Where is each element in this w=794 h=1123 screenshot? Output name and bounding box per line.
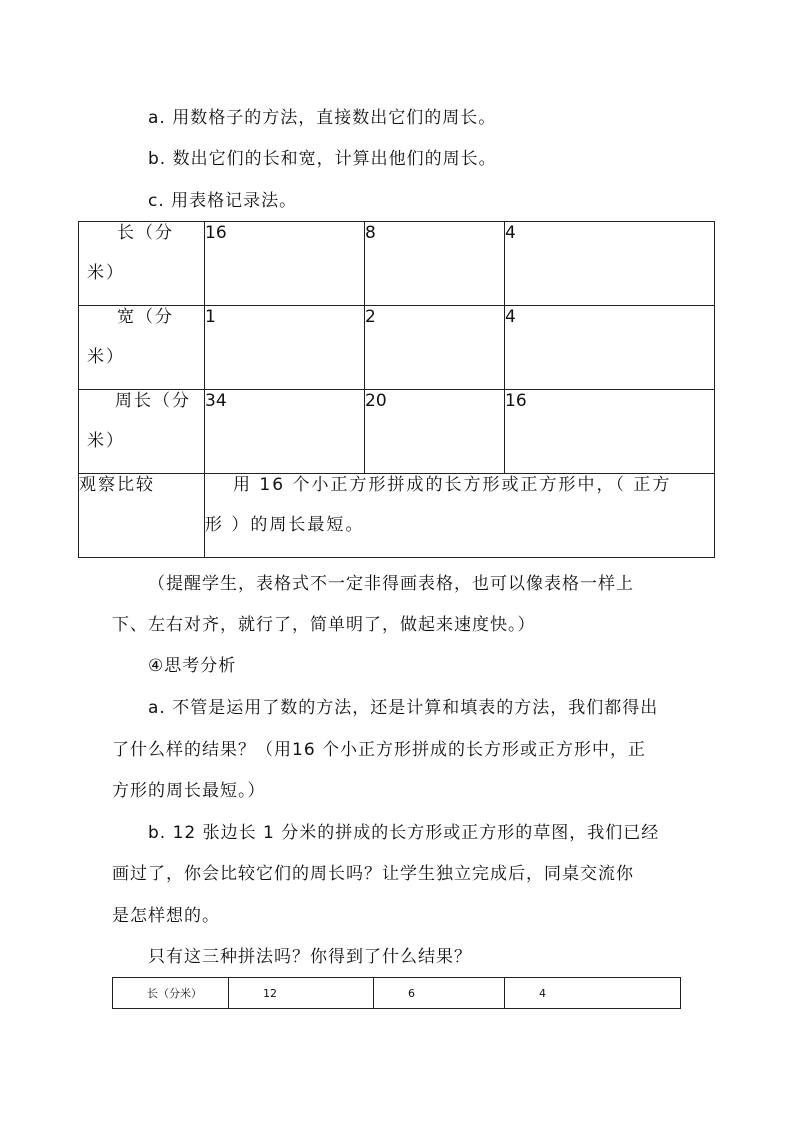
intro-a: a. 用数格子的方法，直接数出它们的周长。 bbox=[148, 108, 497, 128]
length-table bbox=[112, 977, 681, 1009]
table-row bbox=[79, 306, 715, 390]
para-b-3: 是怎样想的。 bbox=[112, 906, 220, 926]
table-row bbox=[79, 474, 715, 558]
cell: 8 bbox=[365, 222, 505, 306]
cell: 16 bbox=[205, 222, 365, 306]
intro-c: c. 用表格记录法。 bbox=[148, 191, 298, 211]
table-row bbox=[79, 390, 715, 474]
cell: 2 bbox=[365, 306, 505, 390]
para-a-3: 方形的周长最短。） bbox=[112, 781, 266, 801]
table-row bbox=[79, 222, 715, 306]
cell: 6 bbox=[374, 978, 505, 1009]
cell: 34 bbox=[205, 390, 365, 474]
cell: 1 bbox=[205, 306, 365, 390]
cell: 4 bbox=[505, 222, 715, 306]
cell: 12 bbox=[229, 978, 374, 1009]
row-header-length: 长（分 米） bbox=[79, 222, 205, 306]
remind-line-1: （提醒学生，表格式不一定非得画表格，也可以像表格一样上 bbox=[148, 574, 634, 594]
intro-b: b. 数出它们的长和宽，计算出他们的周长。 bbox=[148, 149, 497, 169]
remind-line-2: 下、左右对齐，就行了，简单明了，做起来速度快。） bbox=[112, 615, 536, 635]
para-a-2: 了什么样的结果？（用16 个小正方形拼成的长方形或正方形中，正 bbox=[112, 740, 647, 760]
row-header-perimeter: 周长（分 米） bbox=[79, 390, 205, 474]
table-row bbox=[113, 978, 681, 1009]
para-a-1: a. 不管是运用了数的方法，还是计算和填表的方法，我们都得出 bbox=[148, 698, 659, 718]
para-b-2: 画过了，你会比较它们的周长吗？让学生独立完成后，同桌交流你 bbox=[112, 864, 634, 884]
section-title: ④思考分析 bbox=[148, 656, 237, 676]
row-header-length: 长（分米） bbox=[113, 978, 229, 1009]
para-b-1: b. 12 张边长 1 分米的拼成的长方形或正方形的草图，我们已经 bbox=[148, 823, 660, 843]
cell: 4 bbox=[505, 306, 715, 390]
row-header-width: 宽（分 米） bbox=[79, 306, 205, 390]
cell: 20 bbox=[365, 390, 505, 474]
perimeter-table bbox=[78, 221, 715, 558]
observe-label: 观察比较 bbox=[79, 474, 205, 558]
cell: 16 bbox=[505, 390, 715, 474]
question: 只有这三种拼法吗？你得到了什么结果？ bbox=[148, 947, 472, 967]
observe-text: 用 16 个小正方形拼成的长方形或正方形中，（ 正方 形 ）的周长最短。 bbox=[205, 474, 715, 558]
cell: 4 bbox=[505, 978, 681, 1009]
